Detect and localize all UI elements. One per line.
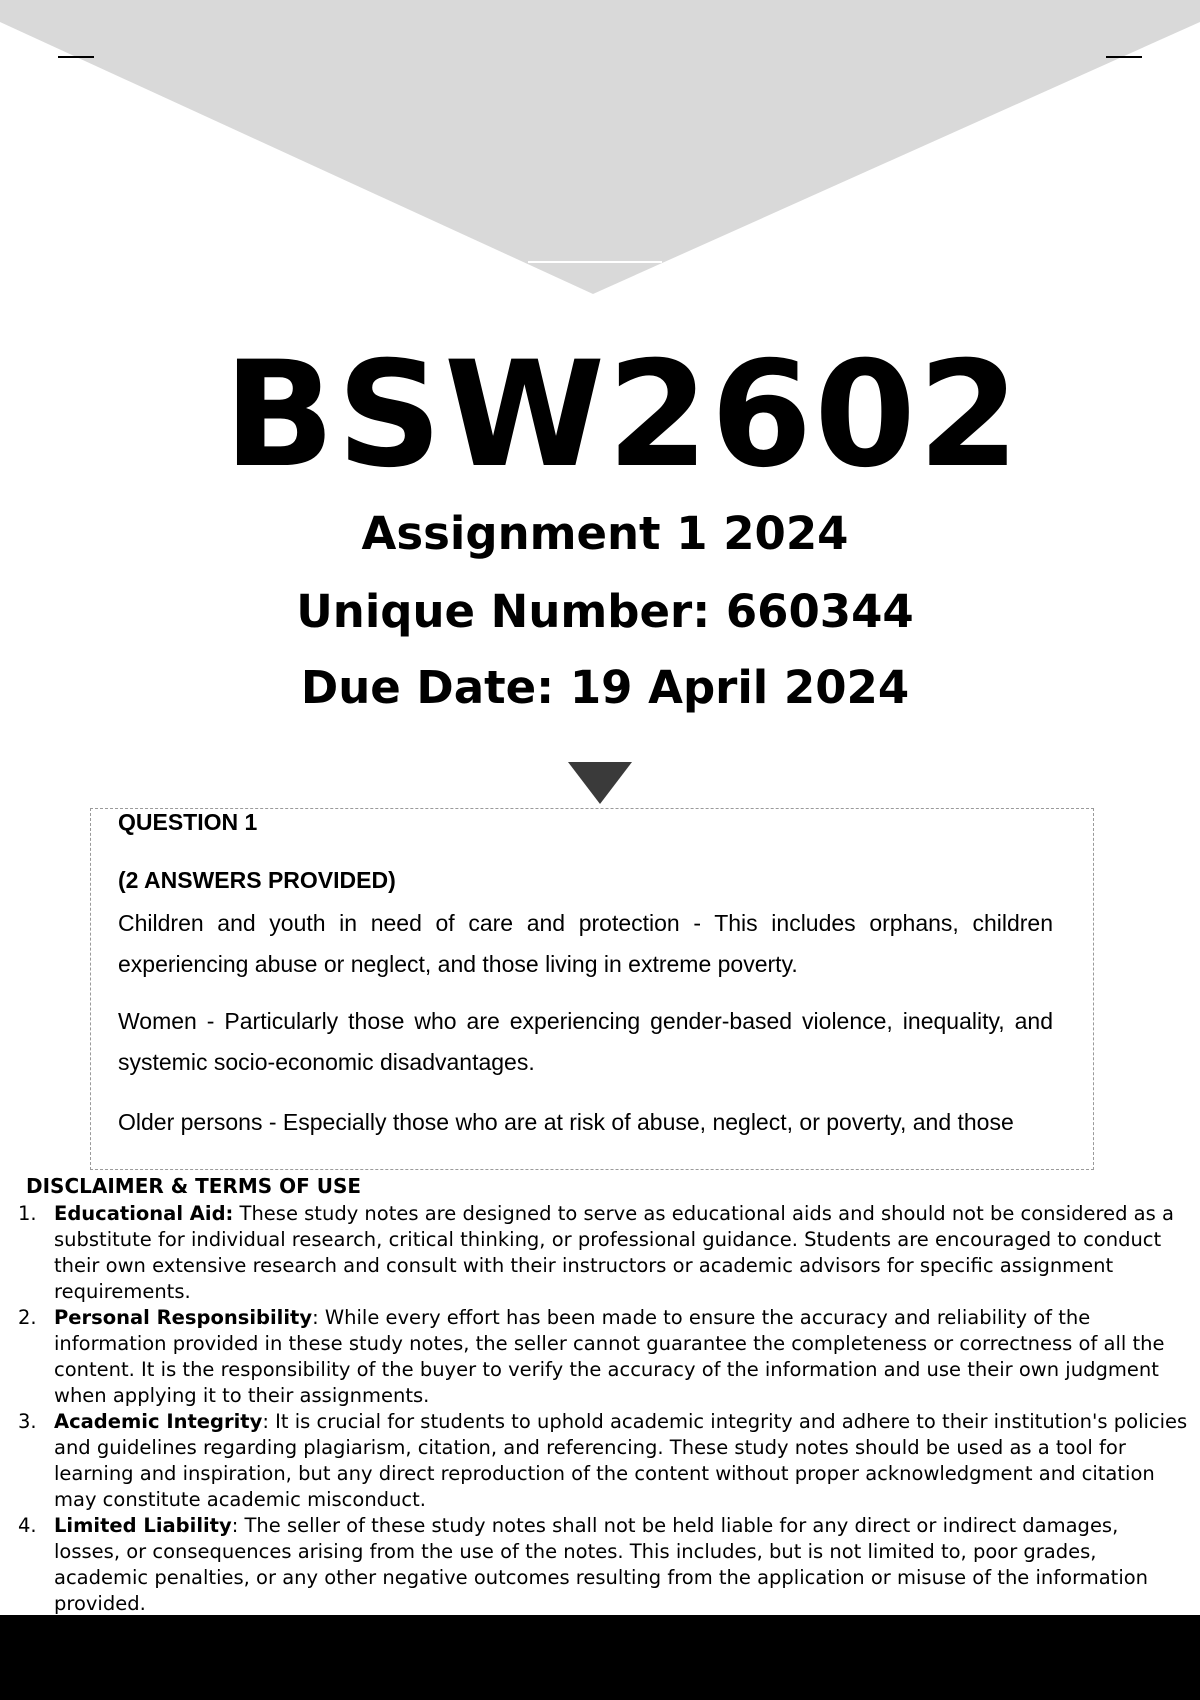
disclaimer-item (0, 1305, 1200, 1409)
answer-paragraph: Children and youth in need of care and protection - This includes orphans, children experiencing abuse or neglect, and those living in extreme poverty. (118, 910, 1053, 977)
disclaimer-item (0, 1201, 1200, 1305)
disclaimer-item (0, 1409, 1200, 1513)
disclaimer-item-text: : While every effort has been made to ensure the accuracy and reliability of the information provided in these study notes, the seller cannot guarantee the completeness or correctness of all the content. It is the responsibility of the buyer to verify the accuracy of the information and use their own judgment when applying it to their assignments. (54, 1306, 1165, 1407)
due-date-label: Due Date: 19 April 2024 (300, 661, 910, 714)
answer-paragraph: Older persons - Especially those who are at risk of abuse, neglect, or poverty, and those (118, 1109, 1014, 1135)
banner-chevron-shape (0, 0, 1200, 294)
disclaimer-list (0, 1201, 1200, 1617)
disclaimer-item (0, 1513, 1200, 1617)
disclaimer-item-term: Academic Integrity (54, 1410, 263, 1433)
disclaimer-item-text: : The seller of these study notes shall not be held liable for any direct or indirect damages, losses, or consequences arising from the use of the notes. This includes, but is not limited to, poor grades, academic penalties, or any other negative outcomes resulting from the application or misuse of the information provided. (54, 1514, 1149, 1615)
down-arrow-icon (568, 762, 632, 804)
corner-rule-right (1106, 56, 1142, 58)
disclaimer-item-text: : It is crucial for students to uphold academic integrity and adhere to their institution's policies and guidelines regarding plagiarism, citation, and referencing. These study notes should be used as a tool for learning and inspiration, but any direct reproduction of the content without proper acknowledgment and citation may constitute academic misconduct. (54, 1410, 1188, 1511)
disclaimer-item-term: Educational Aid: (54, 1202, 234, 1225)
disclaimer-item-text: These study notes are designed to serve as educational aids and should not be considered as a substitute for individual research, critical thinking, or professional guidance. Students are encouraged to conduct their own extensive research and consult with their instructors or academic advisors for specific assignment requirements. (54, 1202, 1174, 1303)
question-heading: QUESTION 1 (118, 809, 258, 835)
footer-bar (0, 1615, 1200, 1700)
course-code-title: BSW2602 (223, 330, 1022, 500)
unique-number-label: Unique Number: 660344 (296, 585, 914, 638)
question-preview-box (90, 808, 1094, 1170)
disclaimer-item-number: 3. (18, 1410, 37, 1433)
disclaimer-item-number: 4. (18, 1514, 37, 1537)
answers-provided-note: (2 ANSWERS PROVIDED) (118, 867, 396, 893)
assignment-label: Assignment 1 2024 (361, 507, 849, 560)
disclaimer-item-number: 2. (18, 1306, 37, 1329)
disclaimer-item-number: 1. (18, 1202, 37, 1225)
disclaimer-title: DISCLAIMER & TERMS OF USE (26, 1174, 362, 1198)
header-banner (0, 0, 1200, 300)
corner-rule-left (58, 56, 94, 58)
disclaimer-item-term: Limited Liability (54, 1514, 232, 1537)
answer-paragraph: Women - Particularly those who are experiencing gender-based violence, inequality, and systemic socio-economic disadvantages. (118, 1008, 1053, 1075)
disclaimer-item-term: Personal Responsibility (54, 1306, 313, 1329)
